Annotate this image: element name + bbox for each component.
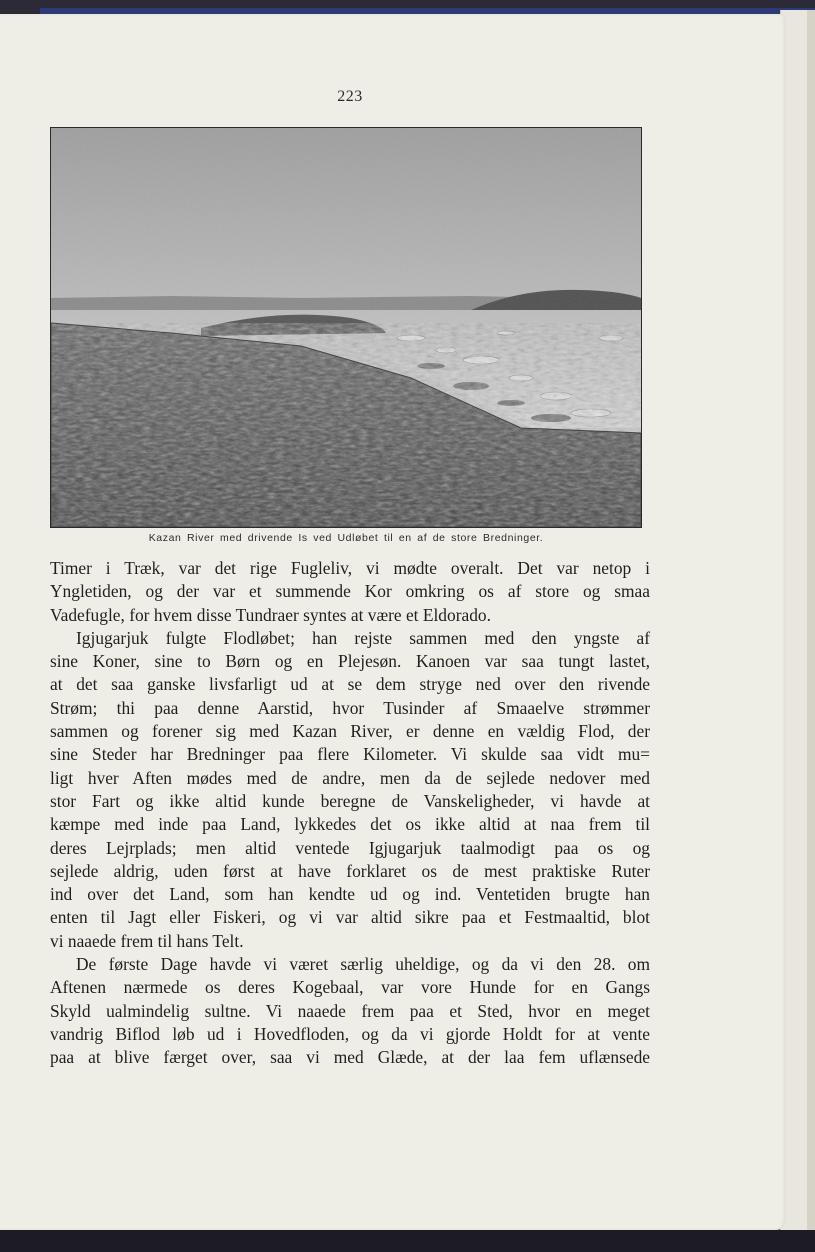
text-line: paa at blive færget over, saa vi med Glæde, at der laa fem uflænsede (50, 1047, 650, 1068)
text-line: Igjugarjuk fulgte Flodløbet; han rejste sammen med den yngste af (76, 627, 650, 648)
text-line: ligt hver Aften mødes med de andre, men da de sejlede nedover med (50, 767, 650, 788)
body-text (50, 557, 650, 1070)
text-line: ind over det Land, som han kendte ud og ind. Ventetiden brugte han (50, 884, 650, 905)
text-line: sine Koner, sine to Børn og en Plejesøn. Kanoen var saa tungt lastet, (50, 651, 650, 672)
landscape-photo (50, 127, 642, 528)
text-line: vi naaede frem til hans Telt. (50, 930, 244, 951)
text-line: Strøm; thi paa denne Aarstid, hvor Tusinder af Smaaelve strømmer (50, 697, 650, 718)
text-line: Vadefugle, for hvem disse Tundraer syntes at være et Eldorado. (50, 604, 491, 625)
text-line: sammen og forener sig med Kazan River, er denne en vældig Flod, der (50, 721, 650, 742)
text-line: vandrig Biflod løb ud i Hovedfloden, og da vi gjorde Holdt for at vente (50, 1023, 650, 1044)
text-line: Timer i Træk, var det rige Fugleliv, vi mødte overalt. Det var netop i (50, 558, 650, 578)
text-line: Yngletiden, og der var et summende Kor omkring os af store og smaa (50, 581, 650, 602)
text-line: deres Lejrplads; men altid ventede Igjugarjuk taalmodigt paa os og (50, 837, 650, 858)
text-line: De første Dage havde vi været særlig uheldige, og da vi den 28. om (76, 954, 650, 975)
text-line: Skyld ualmindelig sultne. Vi naaede frem paa et Sted, hvor en meget (50, 1000, 650, 1021)
river-ice-photo-illustration (51, 128, 641, 527)
photo-caption: Kazan River med drivende Is ved Udløbet til en af de store Bredninger. (148, 532, 544, 544)
text-line: sine Steder har Bredninger paa flere Kilometer. Vi skulde saa vidt mu= (50, 744, 650, 765)
book-page (0, 14, 786, 1230)
page-number: 223 (337, 88, 363, 105)
text-line: at det saa ganske livsfarligt ud at se dem stryge ned over den rivende (50, 674, 650, 695)
text-line: stor Fart og ikke altid kunde beregne de Vanskeligheder, vi havde at (50, 790, 650, 811)
text-line: enten til Jagt eller Fiskeri, og vi var altid sikre paa et Festmaaltid, blot (50, 907, 650, 928)
page-stack-edge-inner (807, 10, 815, 1252)
text-line: kæmpe med inde paa Land, lykkedes det os ikke altid at naa frem til (50, 814, 650, 835)
scan-bottom-edge (0, 1230, 815, 1252)
text-line: Aftenen nærmede os deres Kogebaal, var vore Hunde for en Gangs (50, 977, 650, 998)
text-line: sejlede aldrig, uden først at have forklaret os de mest praktiske Ruter (50, 860, 650, 881)
